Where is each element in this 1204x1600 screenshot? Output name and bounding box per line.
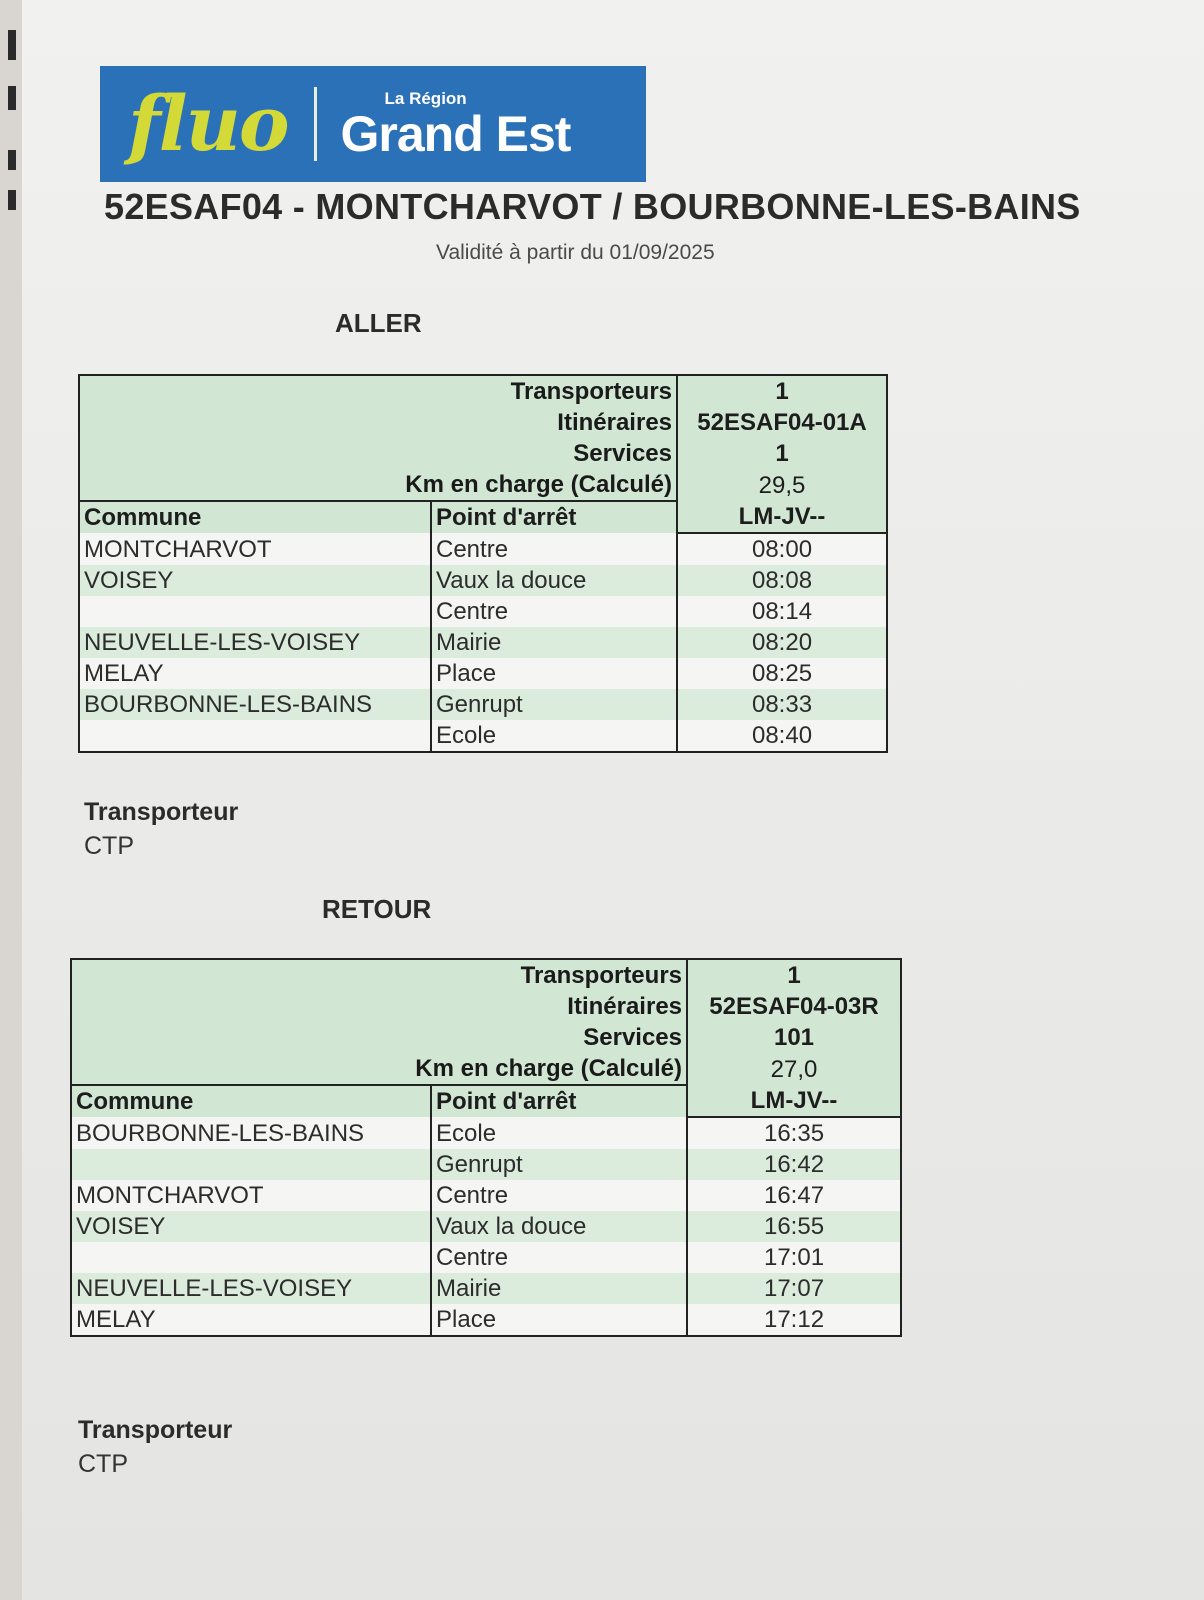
- table-row: [71, 1180, 901, 1211]
- time-cell: 16:42: [687, 1149, 901, 1180]
- commune-cell: MONTCHARVOT: [79, 533, 431, 565]
- header-row-km: [79, 469, 887, 501]
- time-cell: 16:35: [687, 1117, 901, 1149]
- edge-mark: [8, 150, 16, 170]
- table-row: [71, 1117, 901, 1149]
- table-row: [79, 596, 887, 627]
- logo-separator: [314, 87, 317, 161]
- table-row: [79, 658, 887, 689]
- header-row-transporteurs: [71, 959, 901, 991]
- time-cell: 08:25: [677, 658, 887, 689]
- time-cell: 17:12: [687, 1304, 901, 1336]
- section-title-retour: RETOUR: [322, 894, 432, 924]
- time-cell: 08:08: [677, 565, 887, 596]
- commune-cell: MELAY: [71, 1304, 431, 1336]
- table-row: [79, 720, 887, 752]
- column-arret: Point d'arrêt: [431, 501, 677, 533]
- logo-region-small: La Région: [384, 88, 467, 108]
- logo-fluo-text: fluo: [128, 79, 288, 168]
- commune-cell: [79, 720, 431, 752]
- commune-cell: MELAY: [79, 658, 431, 689]
- time-cell: 17:01: [687, 1242, 901, 1273]
- km-value: 27,0: [687, 1053, 901, 1085]
- carrier-value-aller: CTP: [84, 832, 134, 860]
- commune-cell: [71, 1242, 431, 1273]
- column-arret: Point d'arrêt: [431, 1085, 687, 1117]
- commune-cell: VOISEY: [71, 1211, 431, 1242]
- itineraires-value: 52ESAF04-03R: [687, 991, 901, 1022]
- time-cell: 08:00: [677, 533, 887, 565]
- column-days: LM-JV--: [687, 1085, 901, 1117]
- logo-region: [340, 88, 571, 162]
- header-row-services: [79, 438, 887, 469]
- transporteurs-label: Transporteurs: [79, 375, 677, 407]
- header-row-itineraires: [79, 407, 887, 438]
- time-cell: 08:20: [677, 627, 887, 658]
- carrier-value-retour: CTP: [78, 1450, 128, 1478]
- itineraires-value: 52ESAF04-01A: [677, 407, 887, 438]
- stop-cell: Genrupt: [431, 1149, 687, 1180]
- transporteurs-label: Transporteurs: [71, 959, 687, 991]
- time-cell: 16:55: [687, 1211, 901, 1242]
- stop-cell: Ecole: [431, 1117, 687, 1149]
- timetable-aller: [78, 374, 888, 753]
- itineraires-label: Itinéraires: [79, 407, 677, 438]
- table-row: [71, 1149, 901, 1180]
- column-days: LM-JV--: [677, 501, 887, 533]
- table-row: [71, 1211, 901, 1242]
- commune-cell: NEUVELLE-LES-VOISEY: [79, 627, 431, 658]
- fluo-grand-est-logo: [100, 66, 646, 182]
- services-label: Services: [71, 1022, 687, 1053]
- commune-cell: NEUVELLE-LES-VOISEY: [71, 1273, 431, 1304]
- time-cell: 16:47: [687, 1180, 901, 1211]
- km-label: Km en charge (Calculé): [71, 1053, 687, 1085]
- stop-cell: Genrupt: [431, 689, 677, 720]
- table-row: [71, 1304, 901, 1336]
- table-row: [79, 627, 887, 658]
- stop-cell: Centre: [431, 596, 677, 627]
- carrier-label-aller: Transporteur: [84, 798, 239, 826]
- validity-date: Validité à partir du 01/09/2025: [436, 241, 715, 264]
- stop-cell: Centre: [431, 1242, 687, 1273]
- stop-cell: Mairie: [431, 1273, 687, 1304]
- header-row-itineraires: [71, 991, 901, 1022]
- services-value: 101: [687, 1022, 901, 1053]
- stop-cell: Centre: [431, 533, 677, 565]
- column-header-row: [71, 1085, 901, 1117]
- table-row: [79, 689, 887, 720]
- stop-cell: Vaux la douce: [431, 565, 677, 596]
- table-row: [71, 1242, 901, 1273]
- transporteurs-value: 1: [677, 375, 887, 407]
- column-commune: Commune: [71, 1085, 431, 1117]
- stop-cell: Mairie: [431, 627, 677, 658]
- stop-cell: Centre: [431, 1180, 687, 1211]
- section-title-aller: ALLER: [335, 308, 422, 338]
- stop-cell: Place: [431, 658, 677, 689]
- services-value: 1: [677, 438, 887, 469]
- edge-mark: [8, 30, 16, 60]
- table-row: [79, 565, 887, 596]
- stop-cell: Place: [431, 1304, 687, 1336]
- table-row: [71, 1273, 901, 1304]
- commune-cell: BOURBONNE-LES-BAINS: [71, 1117, 431, 1149]
- logo-region-big: Grand Est: [340, 105, 571, 162]
- page-edge: [0, 0, 22, 1600]
- km-value: 29,5: [677, 469, 887, 501]
- table-row: [79, 533, 887, 565]
- header-row-services: [71, 1022, 901, 1053]
- stop-cell: Vaux la douce: [431, 1211, 687, 1242]
- edge-mark: [8, 190, 16, 210]
- time-cell: 17:07: [687, 1273, 901, 1304]
- timetable-retour: [70, 958, 902, 1337]
- header-row-km: [71, 1053, 901, 1085]
- line-title: 52ESAF04 - MONTCHARVOT / BOURBONNE-LES-BAINS: [104, 186, 1081, 227]
- commune-cell: [79, 596, 431, 627]
- column-header-row: [79, 501, 887, 533]
- km-label: Km en charge (Calculé): [79, 469, 677, 501]
- commune-cell: BOURBONNE-LES-BAINS: [79, 689, 431, 720]
- services-label: Services: [79, 438, 677, 469]
- commune-cell: [71, 1149, 431, 1180]
- carrier-label-retour: Transporteur: [78, 1416, 233, 1444]
- column-commune: Commune: [79, 501, 431, 533]
- header-row-transporteurs: [79, 375, 887, 407]
- time-cell: 08:40: [677, 720, 887, 752]
- time-cell: 08:33: [677, 689, 887, 720]
- itineraires-label: Itinéraires: [71, 991, 687, 1022]
- commune-cell: MONTCHARVOT: [71, 1180, 431, 1211]
- commune-cell: VOISEY: [79, 565, 431, 596]
- transporteurs-value: 1: [687, 959, 901, 991]
- edge-mark: [8, 86, 16, 110]
- time-cell: 08:14: [677, 596, 887, 627]
- stop-cell: Ecole: [431, 720, 677, 752]
